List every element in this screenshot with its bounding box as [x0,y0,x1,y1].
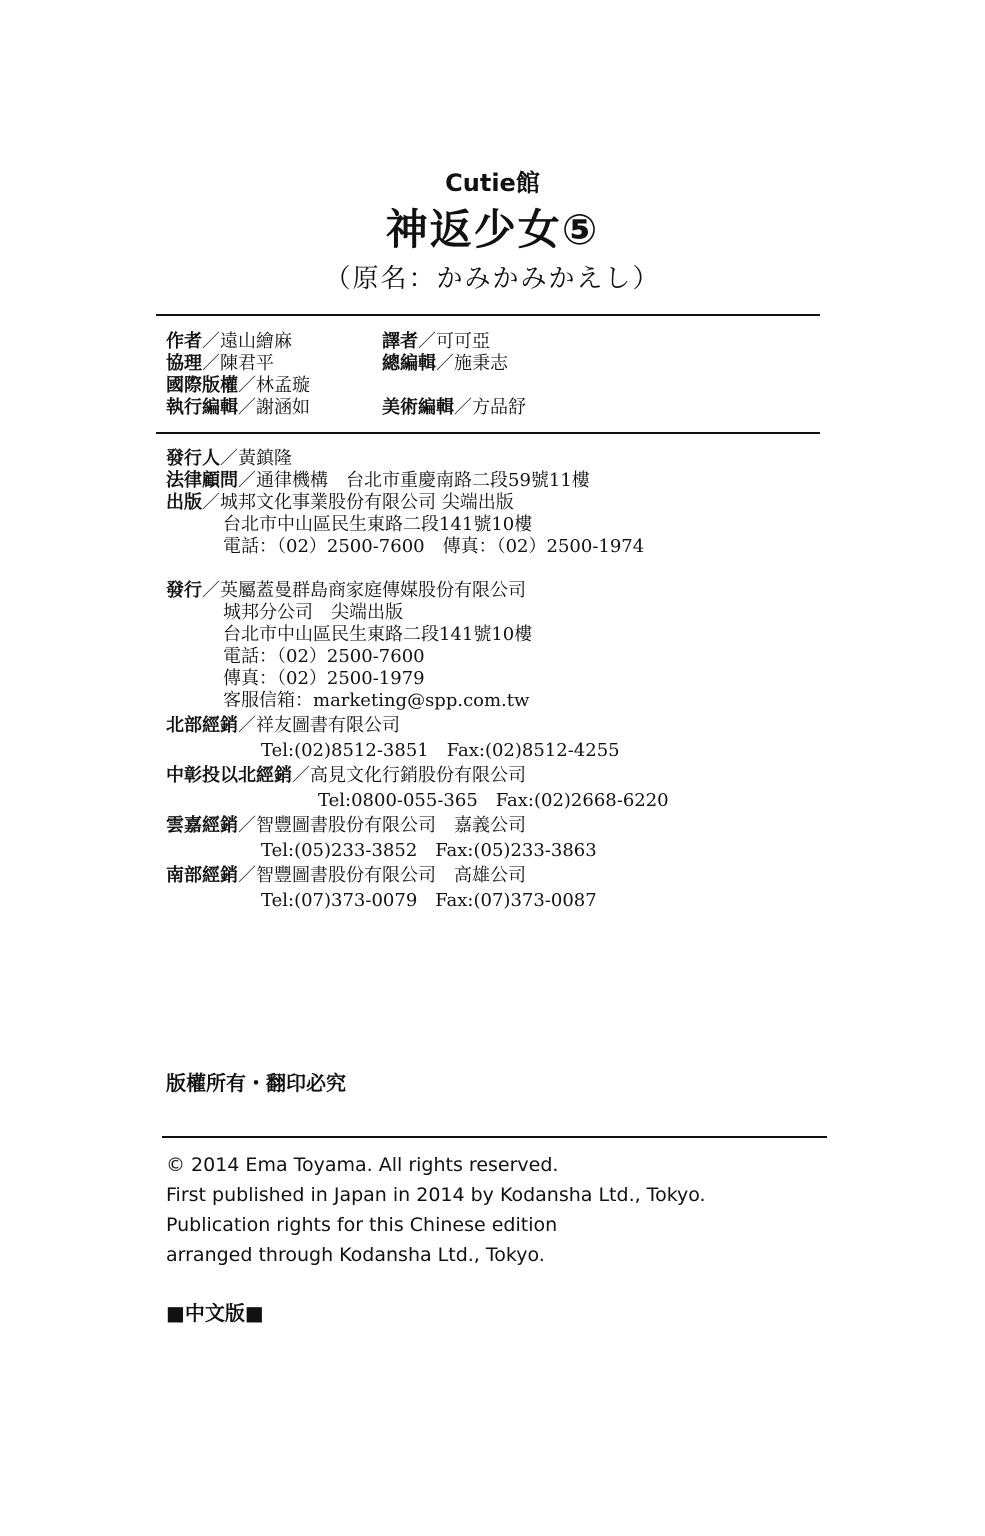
south-dist-tel: Tel:(07)373-0079 Fax:(07)373-0087 [261,890,597,911]
issuer-line: 發行人／黃鎮隆 [166,448,292,469]
copyright-line-3: Publication rights for this Chinese edition [166,1214,558,1236]
series-name: Cutie館 [445,169,540,197]
credit-exec-editor: 執行編輯／謝涵如 [166,397,310,418]
credit-value: 陳君平 [220,353,274,374]
credit-label: 譯者 [382,331,418,352]
credit-assistant: 協理／陳君平 [166,353,274,374]
credit-label: 執行編輯 [166,397,238,418]
copyright-line-1: © 2014 Ema Toyama. All rights reserved. [166,1154,559,1176]
publisher-line: 出版／城邦文化事業股份有限公司 尖端出版 [166,492,514,513]
distribution-phone: 電話：（02）2500-7600 [223,646,425,667]
credit-value: 林孟璇 [256,375,310,396]
credit-value: 謝涵如 [256,397,310,418]
credit-art-editor: 美術編輯／方品舒 [382,397,526,418]
central-dist-tel: Tel:0800-055-365 Fax:(02)2668-6220 [318,790,669,811]
credit-chief-editor: 總編輯／施秉志 [382,353,508,374]
credit-value: 遠山繪麻 [220,331,292,352]
credit-label: 作者 [166,331,202,352]
credit-label: 美術編輯 [382,397,454,418]
central-dist-line: 中彰投以北經銷／高見文化行銷股份有限公司 [166,765,526,786]
book-title: 神返少女⑤ [385,205,600,254]
copyright-line-2: First published in Japan in 2014 by Kodansha Ltd., Tokyo. [166,1184,706,1206]
divider-middle [156,432,820,434]
distribution-fax: 傳真：（02）2500-1979 [223,668,425,689]
distribution-address: 台北市中山區民生東路二段141號10樓 [223,624,533,645]
yunjia-dist-tel: Tel:(05)233-3852 Fax:(05)233-3863 [261,840,597,861]
north-dist-tel: Tel:(02)8512-3851 Fax:(02)8512-4255 [261,740,620,761]
credit-label: 協理 [166,353,202,374]
rights-notice: 版權所有・翻印必究 [166,1071,346,1095]
edition-label: ■中文版■ [166,1301,264,1325]
original-title: （原名：かみかみかえし） [324,264,661,294]
south-dist-line: 南部經銷／智豐圖書股份有限公司 高雄公司 [166,865,526,886]
credit-intl-rights: 國際版權／林孟璇 [166,375,310,396]
credit-label: 國際版權 [166,375,238,396]
credit-author: 作者／遠山繪麻 [166,331,292,352]
credit-label: 總編輯 [382,353,436,374]
publisher-phone: 電話：（02）2500-7600 傳真：（02）2500-1974 [223,536,645,557]
distribution-line: 發行／英屬蓋曼群島商家庭傳媒股份有限公司 [166,580,526,601]
yunjia-dist-line: 雲嘉經銷／智豐圖書股份有限公司 嘉義公司 [166,815,526,836]
divider-top [156,314,820,316]
copyright-line-4: arranged through Kodansha Ltd., Tokyo. [166,1244,545,1266]
distribution-branch: 城邦分公司 尖端出版 [223,602,403,623]
divider-bottom [162,1136,827,1138]
credit-translator: 譯者／可可亞 [382,331,490,352]
credit-value: 可可亞 [436,331,490,352]
legal-line: 法律顧問／通律機構 台北市重慶南路二段59號11樓 [166,470,590,491]
publisher-address: 台北市中山區民生東路二段141號10樓 [223,514,533,535]
distribution-email: 客服信箱：marketing@spp.com.tw [223,690,530,711]
credit-value: 方品舒 [472,397,526,418]
credit-value: 施秉志 [454,353,508,374]
north-dist-line: 北部經銷／祥友圖書有限公司 [166,715,400,736]
